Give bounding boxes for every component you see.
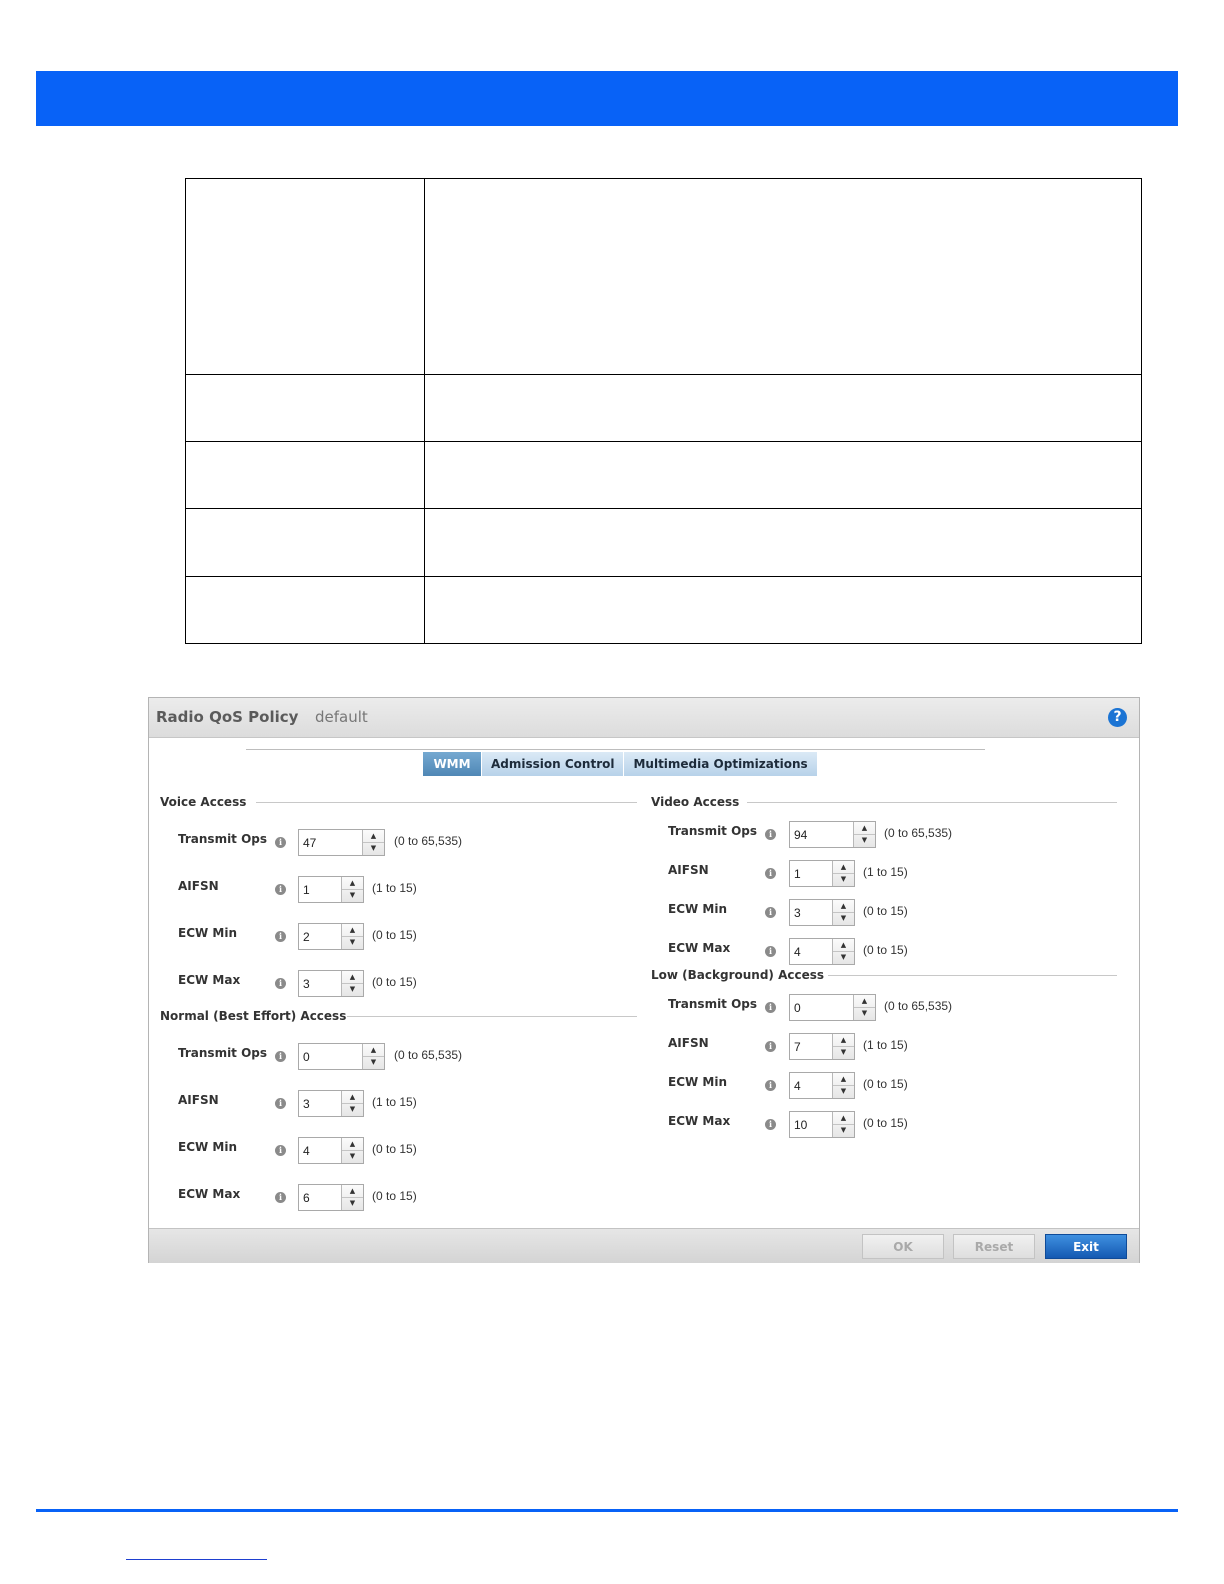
spin-down-icon[interactable]: ▼ [349, 985, 356, 993]
voice-aifsn-stepper [298, 876, 364, 903]
info-icon[interactable]: i [275, 1145, 286, 1156]
dialog-title-bar [149, 698, 1139, 738]
radio-qos-policy-dialog [148, 697, 1140, 1263]
video-ecw-min-stepper [789, 899, 855, 926]
info-icon[interactable]: i [275, 884, 286, 895]
tab-bar [423, 752, 818, 776]
document-table [185, 178, 1142, 644]
section-divider [347, 1016, 637, 1017]
voice-ecw-max-label: ECW Max [178, 973, 241, 987]
voice-transmit-ops-range: (0 to 65,535) [394, 834, 463, 848]
spin-up-icon[interactable]: ▲ [342, 1138, 363, 1151]
spin-up-icon[interactable]: ▲ [342, 877, 363, 890]
table-cell [186, 179, 425, 375]
table-cell [186, 375, 425, 442]
low-transmit-ops-label: Transmit Ops [668, 997, 758, 1011]
tab-wmm[interactable]: WMM [423, 752, 482, 776]
info-icon[interactable]: i [275, 931, 286, 942]
info-icon[interactable]: i [275, 837, 286, 848]
low-ecw-min-input[interactable] [790, 1073, 833, 1098]
video-ecw-max-range: (0 to 15) [863, 943, 908, 957]
spin-down-icon[interactable]: ▼ [840, 953, 847, 961]
video-aifsn-range: (1 to 15) [863, 865, 908, 879]
tab-divider [246, 749, 985, 750]
voice-ecw-max-stepper [298, 970, 364, 997]
spin-down-icon[interactable]: ▼ [349, 1152, 356, 1160]
table-cell [186, 442, 425, 509]
video-transmit-ops-stepper [789, 821, 876, 848]
low-access-title: Low (Background) Access [651, 968, 825, 982]
voice-aifsn-range: (1 to 15) [372, 881, 417, 895]
spin-down-icon[interactable]: ▼ [370, 844, 377, 852]
spin-down-icon[interactable]: ▼ [861, 836, 868, 844]
info-icon[interactable]: i [765, 1002, 776, 1013]
video-ecw-min-label: ECW Min [668, 902, 728, 916]
help-icon[interactable]: ? [1108, 708, 1127, 727]
voice-access-title: Voice Access [160, 795, 247, 809]
normal-transmit-ops-input[interactable] [299, 1044, 363, 1069]
low-ecw-min-label: ECW Min [668, 1075, 728, 1089]
low-aifsn-input[interactable] [790, 1034, 833, 1059]
info-icon[interactable]: i [765, 1080, 776, 1091]
video-aifsn-label: AIFSN [668, 863, 709, 877]
spin-up-icon[interactable]: ▲ [854, 995, 875, 1008]
spin-up-icon[interactable]: ▲ [342, 924, 363, 937]
low-transmit-ops-input[interactable] [790, 995, 854, 1020]
video-ecw-max-input[interactable] [790, 939, 833, 964]
spin-up-icon[interactable]: ▲ [833, 939, 854, 952]
spin-up-icon[interactable]: ▲ [342, 971, 363, 984]
exit-button[interactable]: Exit [1045, 1234, 1127, 1259]
footer-link-underline [126, 1559, 267, 1560]
spin-down-icon[interactable]: ▼ [840, 914, 847, 922]
low-aifsn-label: AIFSN [668, 1036, 709, 1050]
table-cell [425, 577, 1142, 644]
spin-up-icon[interactable]: ▲ [363, 830, 384, 843]
spin-up-icon[interactable]: ▲ [342, 1185, 363, 1198]
video-ecw-min-range: (0 to 15) [863, 904, 908, 918]
low-ecw-max-input[interactable] [790, 1112, 833, 1137]
table-cell [425, 179, 1142, 375]
spin-up-icon[interactable]: ▲ [363, 1044, 384, 1057]
video-aifsn-input[interactable] [790, 861, 833, 886]
video-access-title: Video Access [651, 795, 740, 809]
voice-ecw-max-range: (0 to 15) [372, 975, 417, 989]
spin-up-icon[interactable]: ▲ [833, 1073, 854, 1086]
page-footer-rule [36, 1509, 1178, 1512]
section-divider [828, 975, 1117, 976]
spin-down-icon[interactable]: ▼ [349, 891, 356, 899]
info-icon[interactable]: i [765, 868, 776, 879]
video-transmit-ops-range: (0 to 65,535) [884, 826, 953, 840]
voice-ecw-max-input[interactable] [299, 971, 342, 996]
low-ecw-min-range: (0 to 15) [863, 1077, 908, 1091]
normal-ecw-min-range: (0 to 15) [372, 1142, 417, 1156]
spin-up-icon[interactable]: ▲ [833, 1112, 854, 1125]
voice-ecw-min-input[interactable] [299, 924, 342, 949]
video-ecw-max-label: ECW Max [668, 941, 731, 955]
voice-transmit-ops-label: Transmit Ops [178, 832, 268, 846]
spin-down-icon[interactable]: ▼ [840, 1087, 847, 1095]
info-icon[interactable]: i [765, 946, 776, 957]
normal-ecw-max-input[interactable] [299, 1185, 342, 1210]
info-icon[interactable]: i [765, 829, 776, 840]
normal-ecw-min-label: ECW Min [178, 1140, 238, 1154]
low-ecw-max-label: ECW Max [668, 1114, 731, 1128]
spin-up-icon[interactable]: ▲ [342, 1091, 363, 1104]
spin-down-icon[interactable]: ▼ [861, 1009, 868, 1017]
low-ecw-max-stepper [789, 1111, 855, 1138]
section-divider [747, 802, 1117, 803]
info-icon[interactable]: i [275, 1051, 286, 1062]
spin-down-icon[interactable]: ▼ [840, 875, 847, 883]
table-cell [425, 442, 1142, 509]
spin-down-icon[interactable]: ▼ [840, 1126, 847, 1134]
dialog-title: Radio QoS Policy [156, 708, 299, 726]
normal-ecw-min-input[interactable] [299, 1138, 342, 1163]
spin-up-icon[interactable]: ▲ [854, 822, 875, 835]
page-header-banner [36, 71, 1178, 126]
voice-transmit-ops-stepper [298, 829, 385, 856]
tab-multimedia-optimizations[interactable]: Multimedia Optimizations [624, 752, 817, 776]
voice-aifsn-input[interactable] [299, 877, 342, 902]
normal-ecw-max-stepper [298, 1184, 364, 1211]
spin-down-icon[interactable]: ▼ [349, 938, 356, 946]
normal-ecw-max-range: (0 to 15) [372, 1189, 417, 1203]
table-cell [425, 509, 1142, 577]
normal-ecw-max-label: ECW Max [178, 1187, 241, 1201]
voice-ecw-min-stepper [298, 923, 364, 950]
video-transmit-ops-label: Transmit Ops [668, 824, 758, 838]
reset-button[interactable]: Reset [953, 1234, 1035, 1259]
normal-access-title: Normal (Best Effort) Access [160, 1009, 347, 1023]
video-ecw-min-input[interactable] [790, 900, 833, 925]
low-ecw-min-stepper [789, 1072, 855, 1099]
info-icon[interactable]: i [765, 1041, 776, 1052]
video-transmit-ops-input[interactable] [790, 822, 854, 847]
normal-aifsn-stepper [298, 1090, 364, 1117]
low-ecw-max-range: (0 to 15) [863, 1116, 908, 1130]
normal-aifsn-label: AIFSN [178, 1093, 219, 1107]
spin-up-icon[interactable]: ▲ [833, 861, 854, 874]
table-cell [425, 375, 1142, 442]
voice-ecw-min-range: (0 to 15) [372, 928, 417, 942]
table-cell [186, 509, 425, 577]
info-icon[interactable]: i [765, 907, 776, 918]
low-aifsn-range: (1 to 15) [863, 1038, 908, 1052]
low-transmit-ops-range: (0 to 65,535) [884, 999, 953, 1013]
low-transmit-ops-stepper [789, 994, 876, 1021]
dialog-footer [149, 1228, 1139, 1263]
table-cell [186, 577, 425, 644]
normal-aifsn-range: (1 to 15) [372, 1095, 417, 1109]
normal-aifsn-input[interactable] [299, 1091, 342, 1116]
video-aifsn-stepper [789, 860, 855, 887]
info-icon[interactable]: i [765, 1119, 776, 1130]
low-aifsn-stepper [789, 1033, 855, 1060]
spin-down-icon[interactable]: ▼ [349, 1199, 356, 1207]
normal-transmit-ops-stepper [298, 1043, 385, 1070]
normal-transmit-ops-label: Transmit Ops [178, 1046, 268, 1060]
voice-ecw-min-label: ECW Min [178, 926, 238, 940]
info-icon[interactable]: i [275, 978, 286, 989]
normal-ecw-min-stepper [298, 1137, 364, 1164]
policy-name: default [315, 708, 368, 726]
voice-transmit-ops-input[interactable] [299, 830, 363, 855]
info-icon[interactable]: i [275, 1192, 286, 1203]
spin-down-icon[interactable]: ▼ [840, 1048, 847, 1056]
normal-transmit-ops-range: (0 to 65,535) [394, 1048, 463, 1062]
section-divider [256, 802, 637, 803]
voice-aifsn-label: AIFSN [178, 879, 219, 893]
spin-up-icon[interactable]: ▲ [833, 1034, 854, 1047]
spin-up-icon[interactable]: ▲ [833, 900, 854, 913]
video-ecw-max-stepper [789, 938, 855, 965]
spin-down-icon[interactable]: ▼ [370, 1058, 377, 1066]
info-icon[interactable]: i [275, 1098, 286, 1109]
ok-button[interactable]: OK [862, 1234, 944, 1259]
tab-admission-control[interactable]: Admission Control [482, 752, 624, 776]
spin-down-icon[interactable]: ▼ [349, 1105, 356, 1113]
